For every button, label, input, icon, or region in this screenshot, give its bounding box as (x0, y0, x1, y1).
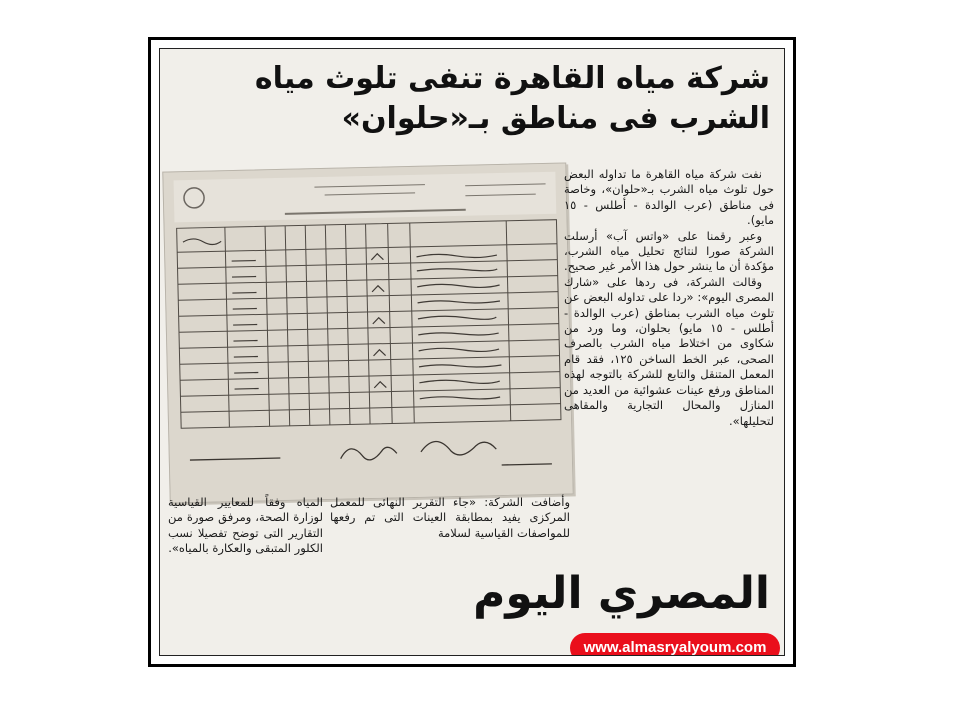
article-paragraph-4: وأضافت الشركة: «جاء التقرير النهائى للمعمل المركزى يفيد بمطابقة العينات التى تم رفعها للمواصفات القياسية لسلامة (330, 495, 570, 540)
newspaper-clipping (159, 48, 785, 656)
article-body-right-column (564, 167, 774, 429)
lab-report-table-image (163, 163, 572, 502)
article-paragraph-3: وقالت الشركة، فى ردها على «شارك المصرى اليوم»: «ردا على تداوله البعض عن تلوث مياه الشرب بمناطق (عرب الوالدة - أطلس - ١٥ مايو) بحلوان، وما ورد من شكاوى من اختلاط مياه الشرب بالصرف الصحى، عبر الخط الساخن ١٢٥، فقد قام المعمل المتنقل والتابع للشركة بالتوجه لهذه المناطق ورفع عينات عشوائية من العديد من المنازل والمحال التجارية والمقاهى لتحليلها». (564, 274, 775, 428)
headline-line-1: شركة مياه القاهرة تنفى تلوث مياه (254, 61, 770, 96)
article-paragraph-1: نفت شركة مياه القاهرة ما تداوله البعض حول تلوث مياه الشرب بـ«حلوان»، وخاصة فى مناطق (عرب الوالدة - أطلس - ١٥ مايو). (564, 167, 774, 228)
lab-report-photo (162, 162, 573, 503)
headline (170, 59, 770, 139)
article-body-left-column (168, 495, 323, 557)
clipping-frame (148, 37, 796, 667)
article-paragraph-5: المياه وفقاً للمعايير القياسية لوزارة الصحة، ومرفق صورة من التقارير التى توضح تفصيلا نسب الكلور المتبقى والعكارة بالمياه». (168, 495, 323, 556)
article-body-middle-column (330, 495, 570, 541)
headline-line-2: الشرب فى مناطق بـ«حلوان» (341, 101, 770, 136)
website-url-badge[interactable]: www.almasryalyoum.com (570, 633, 780, 656)
article-paragraph-2: وعبر رقمنا على «واتس آب» أرسلت الشركة صورا لنتائج تحليل مياه الشرب، مؤكدة أن ما ينشر حول هذا الأمر غير صحيح. (564, 228, 774, 274)
newspaper-logo: المصري اليوم (473, 568, 770, 619)
